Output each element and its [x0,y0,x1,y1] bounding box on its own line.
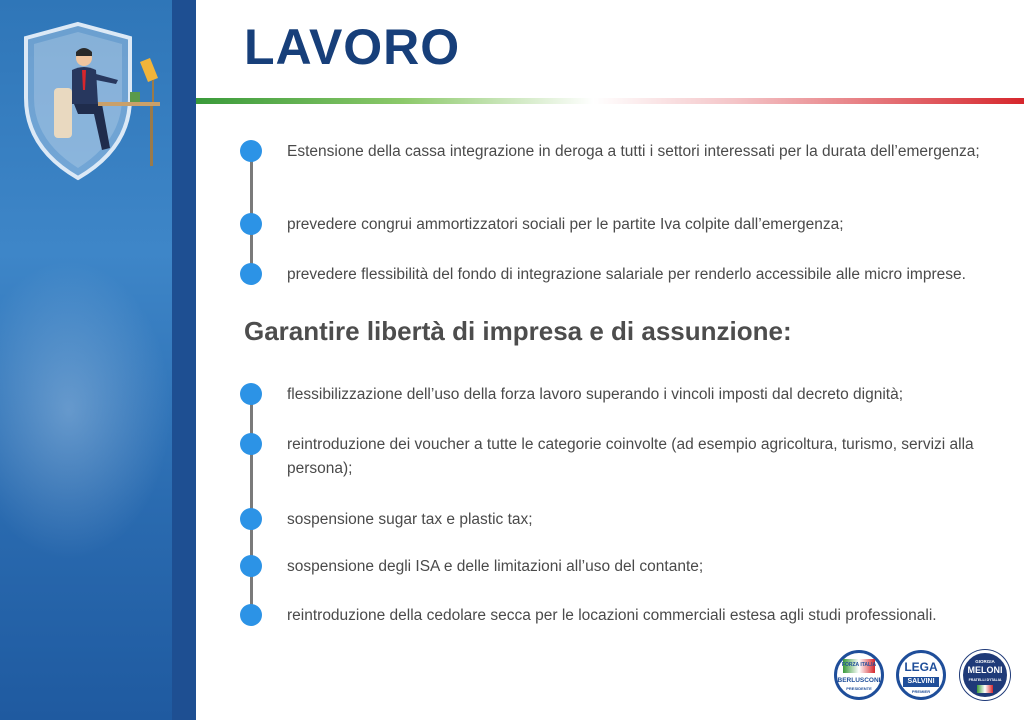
handshake-background-image [0,260,172,560]
fdi-logo [960,650,1010,700]
page-title: LAVORO [244,19,461,75]
bullet-dot-icon [240,140,262,162]
fdi-logo-sub: FRATELLI D'ITALIA [968,678,1002,682]
lega-logo-name: SALVINI [907,678,935,685]
shield-worker-illustration-icon [18,18,178,188]
bullet-dot-icon [240,383,262,405]
list-item-text: reintroduzione della cedolare secca per le locazioni commerciali estesa agli studi professionali. [287,607,937,624]
bullet-dot-icon [240,213,262,235]
forza-italia-logo-name: BERLUSCONI [837,677,881,684]
forza-italia-logo-sub: PRESIDENTE [846,686,872,691]
lega-logo-top: LEGA [904,660,938,674]
forza-italia-logo [834,650,884,700]
bullet-dot-icon [240,555,262,577]
list-item-text: Estensione della cassa integrazione in deroga a tutti i settori interessati per la durata dell’emergenza; [287,143,980,160]
party-logos [832,650,1012,704]
list-item-text: reintroduzione dei voucher a tutte le categorie coinvolte (ad esempio agricoltura, turismo, servizi alla persona); [287,436,974,477]
bullet-dot-icon [240,433,262,455]
list-item-text: prevedere congrui ammortizzatori sociali per le partite Iva colpite dall’emergenza; [287,216,844,233]
lega-logo [896,650,946,700]
list-item-text: prevedere flessibilità del fondo di integrazione salariale per renderlo accessibile alle micro imprese. [287,266,966,283]
fdi-logo-name: MELONI [967,665,1003,675]
sidebar-panel [0,0,196,720]
bullet-dot-icon [240,263,262,285]
timeline-line-2 [250,394,253,618]
list-item-text: sospensione sugar tax e plastic tax; [287,511,533,528]
bullet-dot-icon [240,604,262,626]
list-item-text: flessibilizzazione dell’uso della forza lavoro superando i vincoli imposti dal decreto dignità; [287,386,904,403]
tricolor-divider [196,98,1024,104]
list-item-text: sospensione degli ISA e delle limitazioni all’uso del contante; [287,558,704,575]
fdi-logo-top: GIORGIA [975,659,995,664]
forza-italia-logo-top: FORZA ITALIA [841,662,877,668]
bullet-dot-icon [240,508,262,530]
lega-logo-sub: PREMIER [911,689,931,694]
section-heading: Garantire libertà di impresa e di assunzione: [244,316,792,346]
